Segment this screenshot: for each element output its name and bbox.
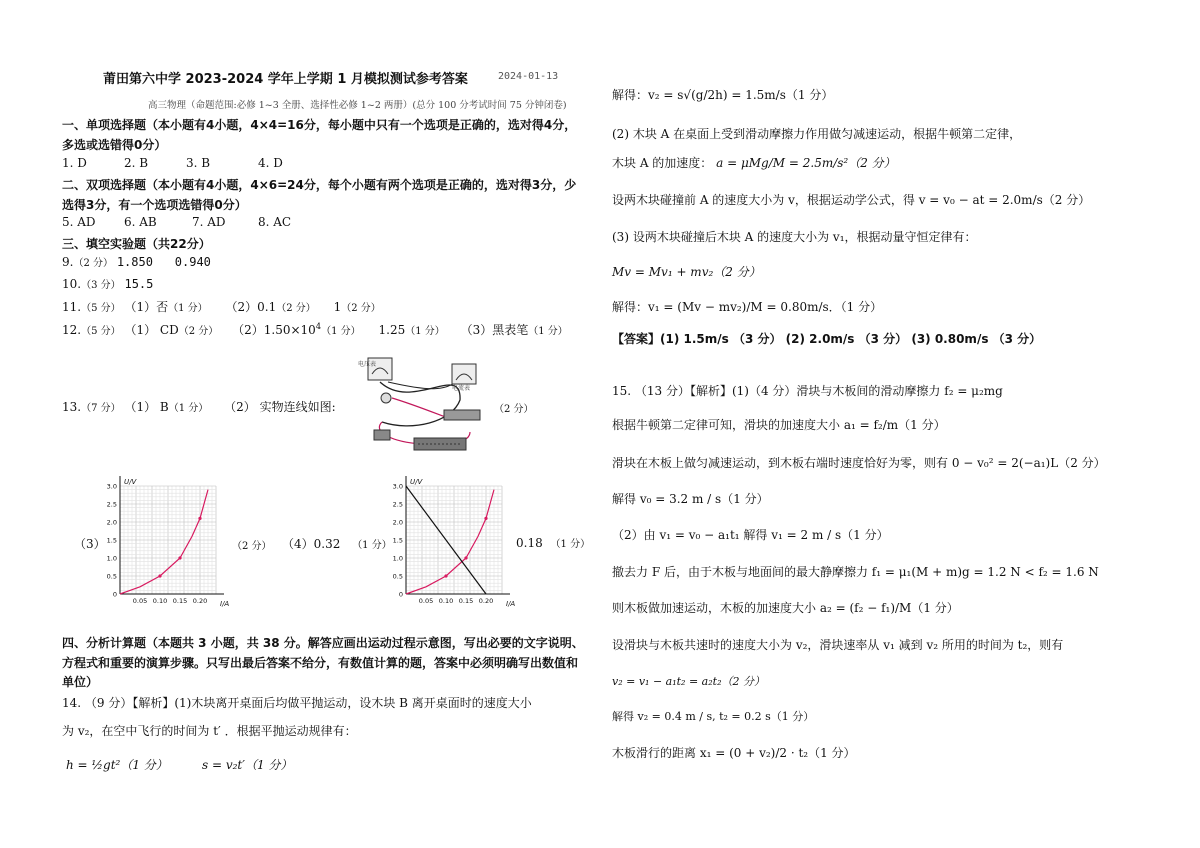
page-title: 莆田第六中学 2023-2024 学年上学期 1 月模拟测试参考答案: [103, 72, 468, 87]
data-point: [178, 556, 181, 559]
data-point: [484, 517, 487, 520]
q11-num: 11.: [62, 300, 82, 314]
x-tick-label: 0.15: [172, 597, 188, 605]
answer-1: 1. D: [62, 156, 87, 170]
q11-pts: （5 分）: [81, 303, 121, 314]
sec4-heading-3: 单位）: [62, 675, 99, 689]
q13-part-4-value: （4）0.32: [282, 537, 341, 551]
q13-num: 13.: [62, 400, 82, 414]
exam-date: 2024-01-13: [498, 71, 559, 82]
data-point: [464, 556, 467, 559]
q10-pts: （3 分）: [81, 280, 121, 291]
answer-5: 5. AD: [62, 215, 96, 229]
sec2-heading-2: 选得3分，有一个选项选错得0分）: [62, 198, 247, 212]
sec4-heading-2: 方程式和重要的演算步骤。只写出最后答案不给分，有数值计算的题，答案中必须明确写出数值和: [62, 656, 579, 670]
switch-icon: [374, 430, 390, 440]
sec3-heading: 三、填空实验题（共22分）: [62, 237, 211, 251]
q12-pts: （5 分）: [81, 326, 121, 337]
x-tick-label: 0.20: [478, 597, 494, 605]
x-tick-label: 0.10: [152, 597, 168, 605]
answer-summary-14: 【答案】(1) 1.5m/s （3 分） (2) 2.0m/s （3 分） (3) 0.80m/s （3 分）: [612, 332, 1042, 346]
q9-pts: （2 分）: [73, 258, 113, 269]
x-axis-label: I/A: [220, 600, 230, 608]
answer-4: 4. D: [258, 156, 283, 170]
q13-part-4-pts: （1 分）: [352, 540, 392, 551]
circuit-label-voltmeter: 电压表: [358, 361, 377, 368]
y-tick-label: 2.0: [392, 518, 403, 527]
sol-15-line-1: 15. （13 分）【解析】(1)（4 分）滑块与木板间的滑动摩擦力 f₂ = μ₂mg: [612, 384, 1003, 398]
sol-line-4: 设两木块碰撞前 A 的速度大小为 v，根据运动学公式，得 v = v₀ − at = 2.0m/s（2 分）: [612, 193, 1091, 207]
q12-part-3: 1.25: [378, 323, 406, 337]
q12-part-2: （2）1.50×10: [232, 323, 316, 337]
y-tick-label: 2.5: [392, 500, 403, 509]
sol-line-3: [612, 154, 896, 171]
y-tick-label: 1.5: [106, 536, 117, 545]
y-tick-label: 0: [398, 590, 403, 599]
q13-part-5-value: 0.18: [516, 536, 543, 550]
x-tick-label: 0.10: [438, 597, 454, 605]
sol-line-1: 解得：v₂ = s√(g/2h) = 1.5m/s（1 分）: [612, 88, 834, 102]
bulb-icon: [381, 393, 391, 403]
sol-line-2: (2) 木块 A 在桌面上受到滑动摩擦力作用做匀减速运动，根据牛顿第二定律，: [612, 127, 1022, 141]
q11: [62, 298, 381, 315]
q11-part-3-pts: （2 分）: [341, 303, 381, 314]
y-tick-label: 1.0: [106, 554, 117, 563]
q10-answer: 15.5: [124, 277, 154, 291]
q13-part-1-pts: （1 分）: [168, 403, 209, 414]
q12-part-1-pts: （2 分）: [178, 326, 219, 337]
y-tick-label: 2.0: [106, 518, 117, 527]
x-tick-label: 0.15: [458, 597, 474, 605]
answer-8: 8. AC: [258, 215, 292, 229]
iv-curve-graph: [98, 474, 228, 610]
circuit-wiring-diagram: [352, 352, 492, 460]
q12-part-4: （3）黑表笔: [460, 323, 529, 337]
q9-answer-2: 0.940: [174, 255, 211, 269]
data-point: [444, 574, 447, 577]
q12-num: 12.: [62, 323, 82, 337]
q12-part-2-pts: （1 分）: [321, 326, 361, 337]
y-tick-label: 3.0: [106, 482, 117, 491]
sec1-heading: 一、单项选择题（本小题有4小题，4×4=16分，每小题中只有一个选项是正确的，选对得4分，: [62, 118, 577, 132]
sol-15-line-10: 解得 v₂ = 0.4 m / s, t₂ = 0.2 s（1 分）: [612, 710, 815, 723]
q13-part-2-pts: （2 分）: [494, 404, 534, 415]
y-tick-label: 2.5: [106, 500, 117, 509]
data-point: [198, 517, 201, 520]
sol-15-line-4: 解得 v₀ = 3.2 m / s（1 分）: [612, 492, 769, 506]
y-tick-label: 1.5: [392, 536, 403, 545]
q12-part-2-exp: 4: [315, 321, 322, 331]
sol-15-line-7: 则木板做加速运动，木板的加速度大小 a₂ = (f₂ − f₁)/M（1 分）: [612, 601, 959, 615]
y-tick-label: 0.5: [392, 572, 403, 581]
q13-part-4: [282, 535, 392, 552]
iv-curve-with-load-line-graph: [384, 474, 518, 610]
y-axis-label: U/V: [124, 478, 137, 486]
q13-part-1: （1） B: [124, 400, 169, 414]
q13-part-5: [516, 535, 590, 550]
y-tick-label: 0: [112, 590, 117, 599]
q13-part-5-pts: （1 分）: [550, 539, 591, 550]
sol-15-line-3: 滑块在木板上做匀减速运动，到木板右端时速度恰好为零，则有 0 − v₀² = 2(−a₁)L（2 分）: [612, 456, 1106, 470]
y-tick-label: 0.5: [106, 572, 117, 581]
q9-answer-1: 1.850: [116, 255, 153, 269]
sec1-heading-2: 多选或选错得0分）: [62, 138, 167, 152]
x-axis-label: I/A: [506, 600, 516, 608]
sol-15-line-9: v₂ = v₁ − a₁t₂ = a₂t₂（2 分）: [612, 675, 765, 688]
circuit-label-ammeter: 电流表: [452, 385, 471, 392]
sol-15-line-2: 根据牛顿第二定律可知，滑块的加速度大小 a₁ = f₂/m（1 分）: [612, 418, 946, 432]
sol-line-5: (3) 设两木块碰撞后木块 A 的速度大小为 v₁，根据动量守恒定律有：: [612, 230, 977, 244]
answer-7: 7. AD: [192, 215, 226, 229]
q13: [62, 398, 336, 415]
q14-line-2: 为 v₂，在空中飞行的时间为 t′ ．根据平抛运动规律有：: [62, 724, 357, 738]
sol-line-3-text: 木块 A 的加速度：: [612, 156, 713, 170]
q12-part-3-pts: （1 分）: [405, 326, 445, 337]
q13-pts: （7 分）: [81, 403, 121, 414]
y-tick-label: 1.0: [392, 554, 403, 563]
q12-part-4-pts: （1 分）: [528, 326, 568, 337]
q9: [62, 254, 211, 269]
q9-num: 9.: [62, 255, 74, 269]
q10-num: 10.: [62, 277, 82, 291]
rheostat-icon: [444, 410, 480, 420]
q14-line-1: 14. （9 分）【解析】(1)木块离开桌面后均做平抛运动，设木块 B 离开桌面时的速度大小: [62, 696, 532, 710]
x-tick-label: 0.05: [418, 597, 434, 605]
q12-part-1: （1） CD: [124, 323, 179, 337]
sec2-heading: 二、双项选择题（本小题有4小题，4×6=24分，每个小题有两个选项是正确的，选对得3分，少: [62, 178, 577, 192]
sol-15-line-11: 木板滑行的距离 x₁ = (0 + v₂)/2 · t₂（1 分）: [612, 746, 856, 760]
y-axis-label: U/V: [410, 478, 423, 486]
answer-6: 6. AB: [124, 215, 157, 229]
sol-line-3-eq: a = μMg/M = 2.5m/s²（2 分）: [716, 156, 896, 170]
q13-part-3-pts: （2 分）: [232, 541, 272, 552]
y-tick-label: 3.0: [392, 482, 403, 491]
q13-part-3: （3）: [74, 537, 106, 551]
x-tick-label: 0.05: [132, 597, 148, 605]
q13-part-2: （2） 实物连线如图:: [224, 400, 336, 414]
sol-15-line-5: （2）由 v₁ = v₀ − a₁t₁ 解得 v₁ = 2 m / s（1 分）: [612, 528, 889, 542]
data-point: [158, 574, 161, 577]
q12: [62, 321, 568, 338]
sec4-heading: 四、分析计算题（本题共 3 小题，共 38 分。解答应画出运动过程示意图，写出必要的文字说明、: [62, 636, 584, 650]
q11-part-2: （2）0.1: [225, 300, 277, 314]
x-tick-label: 0.20: [192, 597, 208, 605]
sol-15-line-8: 设滑块与木板共速时的速度大小为 v₂，滑块速率从 v₁ 减到 v₂ 所用的时间为 t₂，则有: [612, 638, 1064, 652]
q11-part-1-pts: （1 分）: [168, 303, 208, 314]
q11-part-2-pts: （2 分）: [276, 303, 316, 314]
q11-part-3: 1: [333, 300, 342, 314]
sol-line-7: 解得：v₁ = (Mv − mv₂)/M = 0.80m/s．（1 分）: [612, 300, 883, 314]
page-subtitle: 高三物理（命题范围:必修 1~3 全册、选择性必修 1~2 两册）(总分 100 分考试时间 75 分钟闭卷): [148, 100, 567, 111]
q14-equation-2: s = v₂t′（1 分）: [202, 758, 293, 772]
sol-15-line-6: 撤去力 F 后，由于木板与地面间的最大静摩擦力 f₁ = μ₁(M + m)g = 1.2 N < f₂ = 1.6 N: [612, 565, 1099, 579]
sol-line-6: Mv = Mv₁ + mv₂（2 分）: [612, 265, 761, 279]
q10: [62, 276, 153, 291]
q11-part-1: （1）否: [124, 300, 169, 314]
answer-2: 2. B: [124, 156, 149, 170]
answer-3: 3. B: [186, 156, 211, 170]
q14-equation-1: h = ½gt²（1 分）: [66, 758, 168, 772]
